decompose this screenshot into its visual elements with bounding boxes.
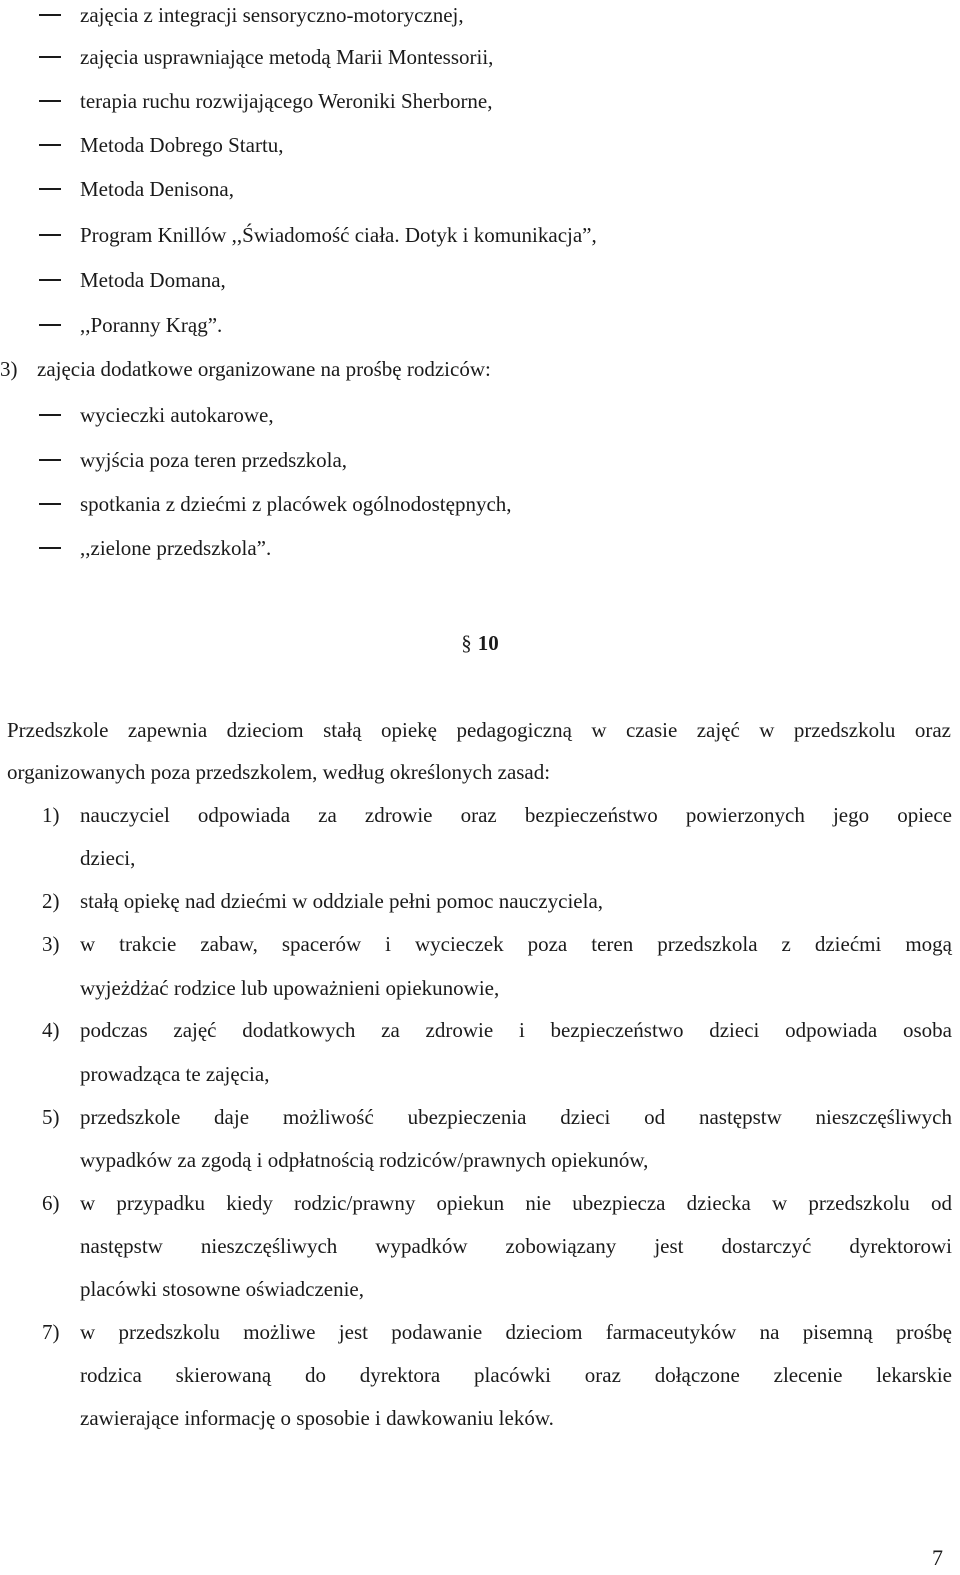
item-text: w przedszkolu możliwe jest podawanie dzieciom farmaceutyków na pisemną prośbę <box>80 1320 952 1344</box>
list-item-text: zajęcia z integracji sensoryczno-motorycznej, <box>80 3 464 27</box>
list-item-text: Metoda Denisona, <box>80 177 234 201</box>
dash-bullet <box>39 144 61 146</box>
item-text: przedszkole daje możliwość ubezpieczenia dzieci od następstw nieszczęśliwych <box>80 1105 952 1129</box>
dash-bullet <box>39 14 61 16</box>
item-number: 4) <box>42 1018 60 1042</box>
item-number: 5) <box>42 1105 60 1129</box>
item-text: w trakcie zabaw, spacerów i wycieczek poza teren przedszkola z dziećmi mogą <box>80 932 952 956</box>
section-number: 10 <box>477 631 499 655</box>
item-number: 1) <box>42 803 60 827</box>
item-number: 3) <box>42 932 60 956</box>
dash-bullet <box>39 234 61 236</box>
item-text: wypadków za zgodą i odpłatnością rodziców/prawnych opiekunów, <box>80 1148 649 1172</box>
list-item-text: wyjścia poza teren przedszkola, <box>80 448 348 472</box>
item-text: zawierające informację o sposobie i dawkowaniu leków. <box>80 1406 554 1430</box>
paragraph-line: organizowanych poza przedszkolem, według określonych zasad: <box>7 760 551 784</box>
item-text: w przypadku kiedy rodzic/prawny opiekun nie ubezpiecza dziecka w przedszkolu od <box>80 1191 952 1215</box>
paragraph-line: Przedszkole zapewnia dzieciom stałą opiekę pedagogiczną w czasie zajęć w przedszkolu oraz <box>7 718 951 742</box>
list-item-text: terapia ruchu rozwijającego Weroniki Sherborne, <box>80 89 493 113</box>
item-text: nauczyciel odpowiada za zdrowie oraz bezpieczeństwo powierzonych jego opiece <box>80 803 952 827</box>
item-text: placówki stosowne oświadczenie, <box>80 1277 365 1301</box>
item-text: dzieci, <box>80 846 136 870</box>
list-item-text: wycieczki autokarowe, <box>80 403 274 427</box>
list-item-text: Program Knillów ,,Świadomość ciała. Dotyk i komunikacja”, <box>80 223 597 247</box>
list-item-text: Metoda Dobrego Startu, <box>80 133 284 157</box>
page-number: 7 <box>932 1545 943 1570</box>
list-item-text: ,,Poranny Krąg”. <box>80 313 223 337</box>
list-item-text: zajęcia usprawniające metodą Marii Montessorii, <box>80 45 494 69</box>
dash-bullet <box>39 324 61 326</box>
section-heading <box>0 628 960 658</box>
dash-bullet <box>39 503 61 505</box>
dash-bullet <box>39 56 61 58</box>
item-text: prowadząca te zajęcia, <box>80 1062 270 1086</box>
item-number: 7) <box>42 1320 60 1344</box>
item-text: zajęcia dodatkowe organizowane na prośbę rodziców: <box>37 357 491 381</box>
item-text: następstw nieszczęśliwych wypadków zobowiązany jest dostarczyć dyrektorowi <box>80 1234 952 1258</box>
dash-bullet <box>39 414 61 416</box>
item-text: podczas zajęć dodatkowych za zdrowie i bezpieczeństwo dzieci odpowiada osoba <box>80 1018 952 1042</box>
item-number: 3) <box>0 357 18 381</box>
list-item-text: Metoda Domana, <box>80 268 226 292</box>
dash-bullet <box>39 100 61 102</box>
item-text: wyjeżdżać rodzice lub upoważnieni opiekunowie, <box>80 976 500 1000</box>
dash-bullet <box>39 279 61 281</box>
section-symbol: § <box>461 631 472 655</box>
dash-bullet <box>39 188 61 190</box>
dash-bullet <box>39 547 61 549</box>
dash-bullet <box>39 459 61 461</box>
item-text: rodzica skierowaną do dyrektora placówki oraz dołączone zlecenie lekarskie <box>80 1363 952 1387</box>
list-item-text: ,,zielone przedszkola”. <box>80 536 272 560</box>
item-text: stałą opiekę nad dziećmi w oddziale pełni pomoc nauczyciela, <box>80 889 604 913</box>
item-number: 6) <box>42 1191 60 1215</box>
list-item-text: spotkania z dziećmi z placówek ogólnodostępnych, <box>80 492 512 516</box>
item-number: 2) <box>42 889 60 913</box>
